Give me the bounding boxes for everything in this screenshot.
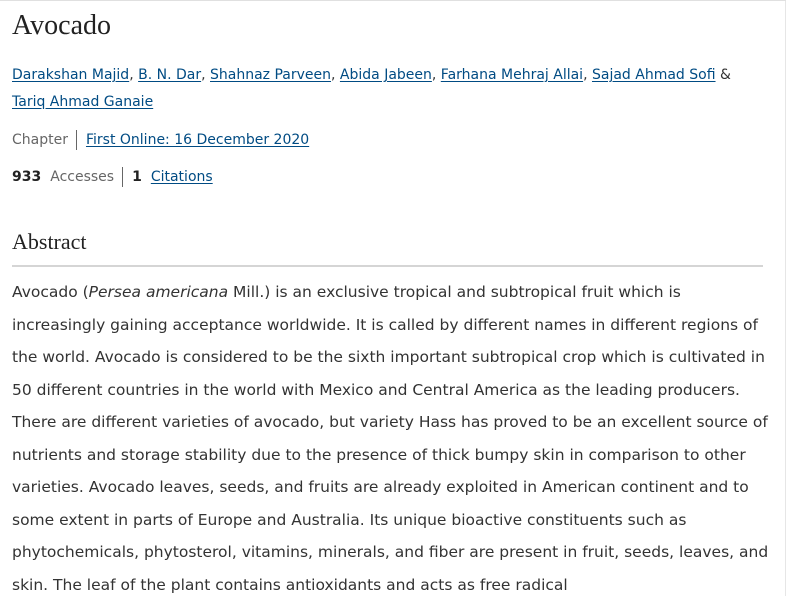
abstract-text: [12, 276, 772, 596]
content-type-label: Chapter: [12, 132, 68, 148]
author-separator: ,: [201, 67, 206, 83]
citations-count: 1: [132, 169, 142, 185]
article-title: Avocado: [12, 10, 111, 41]
author-link[interactable]: Tariq Ahmad Ganaie: [12, 94, 154, 110]
abstract-text-start: Avocado (: [12, 283, 89, 301]
author-separator: ,: [129, 67, 134, 83]
metrics-divider: [122, 167, 123, 187]
author-ampersand: &: [719, 67, 731, 83]
first-online-link[interactable]: First Online: 16 December 2020: [85, 132, 310, 148]
author-separator: ,: [583, 67, 588, 83]
author-link[interactable]: Shahnaz Parveen: [210, 67, 332, 83]
author-link[interactable]: Farhana Mehraj Allai: [440, 67, 584, 83]
meta-divider: [76, 130, 77, 150]
abstract-heading: Abstract: [12, 229, 87, 254]
citations-link[interactable]: Citations: [150, 169, 213, 185]
article-metrics: [12, 165, 213, 189]
author-link[interactable]: B. N. Dar: [138, 67, 202, 83]
author-separator: ,: [431, 67, 437, 83]
species-name: Persea americana: [88, 283, 229, 301]
abstract-text-body: Mill.) is an exclusive tropical and subtropical fruit which is increasingly gaining acceptance worldwide. It is called by different names in different regions of the world. Avocado is considered to be the sixth important subtropical crop which is cultivated in 50 different countries in the world with Mexico and Central America as the leading producers. There are different varieties of avocado, but variety Hass has proved to be an excellent source of nutrients and storage stability due to the presence of thick bumpy skin in comparison to other varieties. Avocado leaves, seeds, and fruits are already exploited in American continent and to some extent in parts of Europe and Australia. Its unique bioactive constituents such as phytochemicals, phytosterol, vitamins, minerals, and fiber are present in fruit, seeds, leaves, and skin. The leaf of the plant contains antioxidants and acts as free radical: [12, 283, 769, 594]
author-link[interactable]: Darakshan Majid: [12, 67, 130, 83]
chapter-meta: [12, 128, 309, 152]
accesses-count: 933: [12, 169, 42, 185]
abstract-divider: [12, 265, 763, 267]
author-separator: ,: [331, 67, 336, 83]
author-link[interactable]: Abida Jabeen: [339, 67, 432, 83]
accesses-label: Accesses: [50, 169, 115, 185]
author-list: [12, 62, 772, 116]
author-link[interactable]: Sajad Ahmad Sofi: [591, 67, 716, 83]
